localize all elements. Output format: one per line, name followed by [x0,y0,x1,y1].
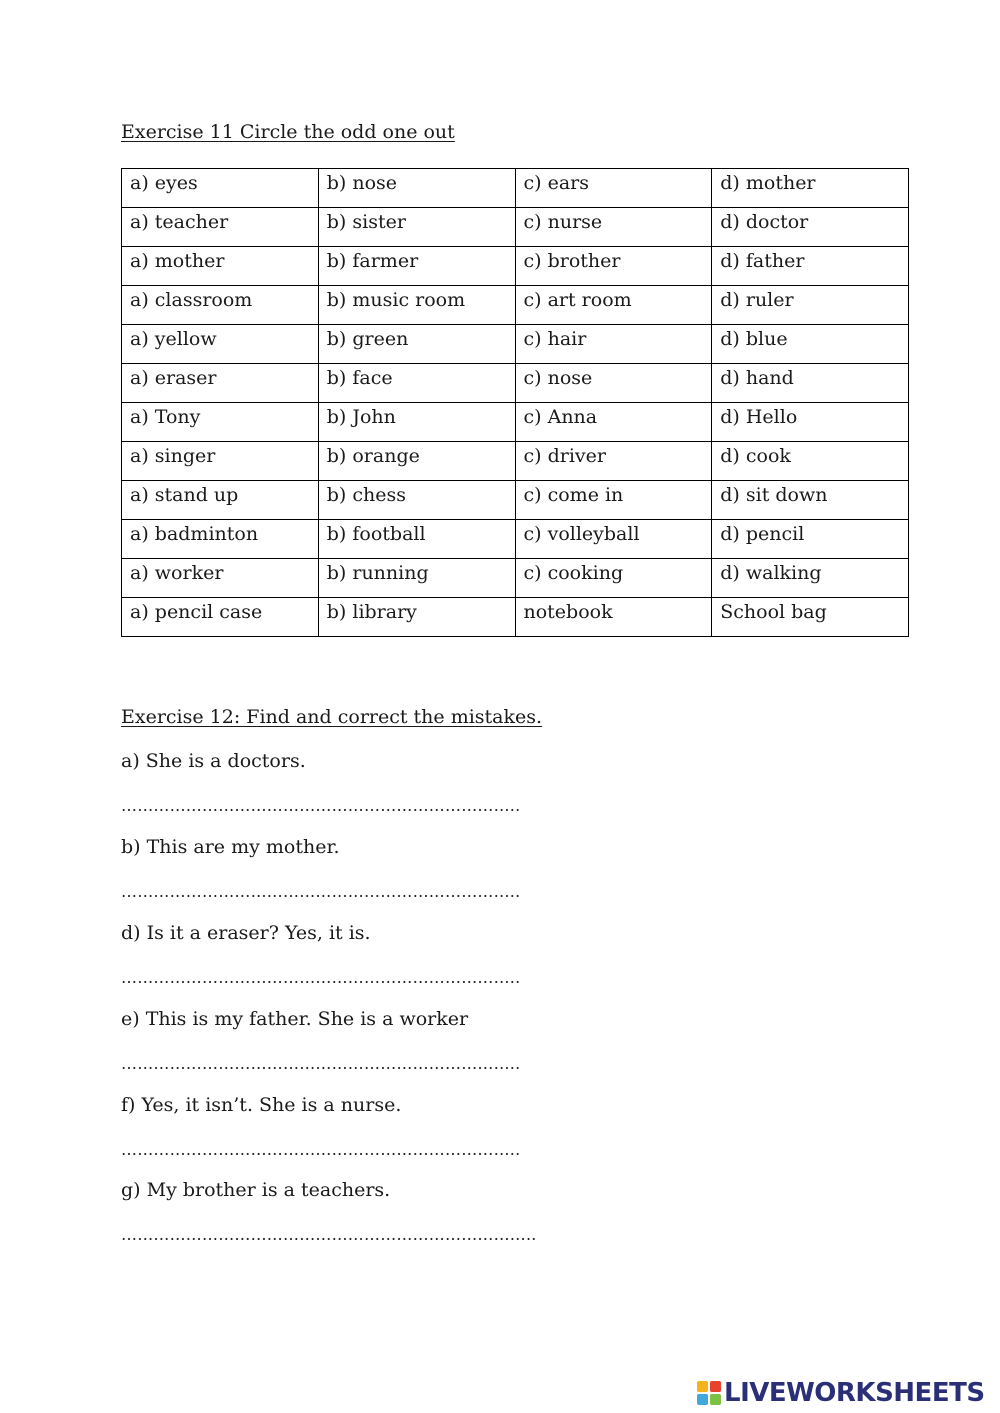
table-row [122,247,909,286]
word-option[interactable]: d) blue [712,325,909,364]
answer-line-a[interactable]: ……………………………………………………………….. [121,796,521,815]
answer-line-e[interactable]: ……………………………………………………………….. [121,1054,521,1073]
question-d: d) Is it a eraser? Yes, it is. [121,922,371,944]
word-option[interactable]: c) driver [515,442,712,481]
word-option[interactable]: d) walking [712,559,909,598]
word-option[interactable]: d) sit down [712,481,909,520]
word-option[interactable]: c) come in [515,481,712,520]
question-e: e) This is my father. She is a worker [121,1008,469,1030]
word-option[interactable]: b) running [318,559,515,598]
answer-line-g[interactable]: ………………………………………………………………….. [121,1225,537,1244]
word-option[interactable]: c) volleyball [515,520,712,559]
word-option[interactable]: d) doctor [712,208,909,247]
word-option[interactable]: b) library [318,598,515,637]
word-option[interactable]: a) singer [122,442,319,481]
word-option[interactable]: c) nurse [515,208,712,247]
word-option[interactable]: a) Tony [122,403,319,442]
word-option[interactable]: b) John [318,403,515,442]
word-option[interactable]: d) pencil [712,520,909,559]
word-option[interactable]: a) classroom [122,286,319,325]
word-option[interactable]: notebook [515,598,712,637]
word-option[interactable]: d) cook [712,442,909,481]
word-option[interactable]: a) teacher [122,208,319,247]
table-row [122,169,909,208]
word-option[interactable]: d) hand [712,364,909,403]
word-option[interactable]: d) Hello [712,403,909,442]
table-row [122,403,909,442]
word-option[interactable]: School bag [712,598,909,637]
word-option[interactable]: b) face [318,364,515,403]
question-a: a) She is a doctors. [121,750,306,772]
odd-one-out-table [121,168,909,637]
table-row [122,286,909,325]
liveworksheets-logo-icon [697,1381,721,1405]
word-option[interactable]: b) farmer [318,247,515,286]
word-option[interactable]: c) art room [515,286,712,325]
word-option[interactable]: a) eraser [122,364,319,403]
question-b: b) This are my mother. [121,836,340,858]
answer-line-b[interactable]: ……………………………………………………………….. [121,882,521,901]
word-option[interactable]: c) Anna [515,403,712,442]
table-row [122,598,909,637]
exercise-12-title: Exercise 12: Find and correct the mistakes. [121,706,543,728]
table-row [122,481,909,520]
answer-line-f[interactable]: ……………………………………………………………….. [121,1140,521,1159]
word-option[interactable]: b) football [318,520,515,559]
question-f: f) Yes, it isn’t. She is a nurse. [121,1094,402,1116]
word-option[interactable]: d) mother [712,169,909,208]
word-option[interactable]: c) ears [515,169,712,208]
brand-name: LIVEWORKSHEETS [724,1378,985,1408]
word-option[interactable]: c) brother [515,247,712,286]
liveworksheets-logo[interactable] [697,1378,985,1408]
word-option[interactable]: d) ruler [712,286,909,325]
logo-square-icon [710,1394,721,1405]
word-option[interactable]: a) mother [122,247,319,286]
word-option[interactable]: b) chess [318,481,515,520]
table-row [122,325,909,364]
logo-square-icon [697,1381,708,1392]
word-option[interactable]: c) hair [515,325,712,364]
exercise-11-title: Exercise 11 Circle the odd one out [121,121,455,143]
question-g: g) My brother is a teachers. [121,1179,391,1201]
logo-square-icon [697,1394,708,1405]
word-option[interactable]: a) pencil case [122,598,319,637]
word-option[interactable]: b) music room [318,286,515,325]
table-row [122,520,909,559]
word-option[interactable]: a) yellow [122,325,319,364]
word-option[interactable]: b) orange [318,442,515,481]
table-row [122,364,909,403]
word-option[interactable]: a) eyes [122,169,319,208]
word-option[interactable]: a) stand up [122,481,319,520]
logo-square-icon [710,1381,721,1392]
odd-one-out-table-body [122,169,909,637]
table-row [122,208,909,247]
word-option[interactable]: b) nose [318,169,515,208]
word-option[interactable]: a) worker [122,559,319,598]
word-option[interactable]: a) badminton [122,520,319,559]
word-option[interactable]: d) father [712,247,909,286]
table-row [122,559,909,598]
word-option[interactable]: c) nose [515,364,712,403]
answer-line-d[interactable]: ……………………………………………………………….. [121,968,521,987]
word-option[interactable]: b) sister [318,208,515,247]
table-row [122,442,909,481]
word-option[interactable]: b) green [318,325,515,364]
word-option[interactable]: c) cooking [515,559,712,598]
